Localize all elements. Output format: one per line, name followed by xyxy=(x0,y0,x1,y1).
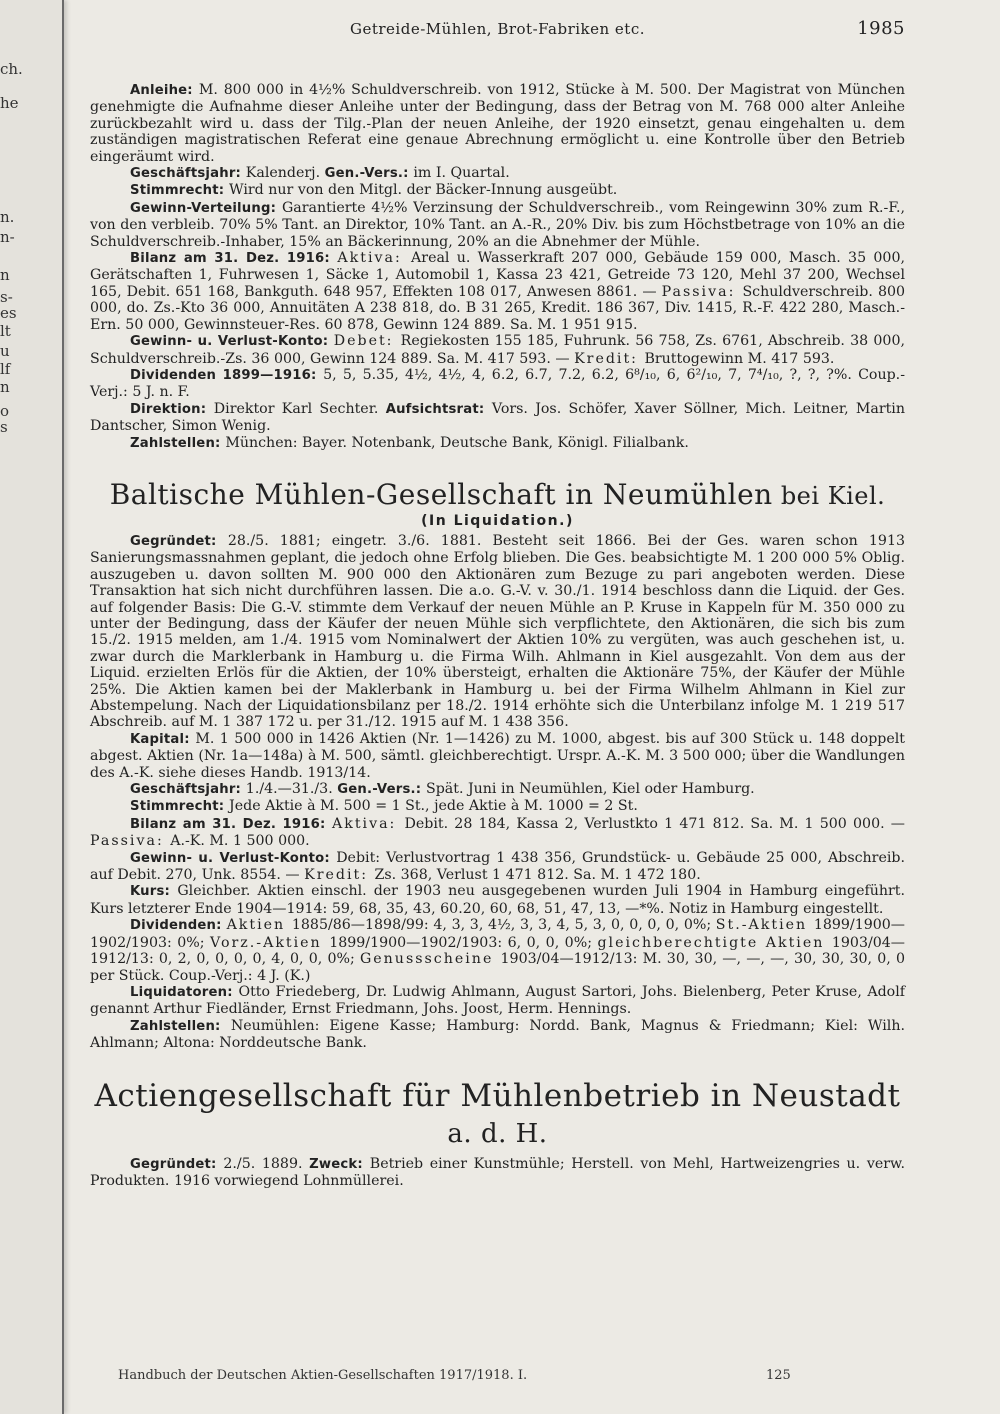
spaced-label: gleichberechtigte Aktien xyxy=(597,934,832,951)
spaced-label: Aktiva: xyxy=(331,815,405,832)
margin-fragment: n. xyxy=(0,208,15,226)
field-text: 1885/86—1898/99: 4, 3, 3, 4½, 3, 3, 4, 5, 3, 0, 0, 0, 0, 0%; xyxy=(291,917,716,934)
spaced-label: Passiva: xyxy=(90,833,171,850)
field-label: Dividenden 1899—1916: xyxy=(130,367,324,383)
entry-paragraph xyxy=(90,816,905,850)
margin-fragment: es xyxy=(0,304,17,322)
field-label: Kapital: xyxy=(130,731,196,747)
margin-fragment: n- xyxy=(0,228,15,246)
field-label: Geschäftsjahr: xyxy=(130,782,246,798)
page-number: 1985 xyxy=(857,18,905,39)
spaced-label: Aktiva: xyxy=(337,250,412,267)
spaced-label: Passiva: xyxy=(661,283,743,300)
company-status: (In Liquidation.) xyxy=(421,512,574,529)
field-text: Neumühlen: Eigene Kasse; Hamburg: Nordd. Bank, Magnus & Friedmann; Kiel: Wilh. Ahlmann; Altona: Norddeutsche Bank. xyxy=(90,1017,905,1052)
adjacent-page-margin xyxy=(0,0,64,1414)
field-text: 1903/04—1912/13: 0, 2, 0, 0, 0, 0, 4, 0, 0, 0%; xyxy=(90,934,905,968)
company-heading xyxy=(90,478,905,511)
field-label: Gen.-Vers.: xyxy=(337,782,426,798)
entry-paragraph xyxy=(90,1018,905,1052)
entry-paragraph xyxy=(90,82,905,165)
footer-text: Handbuch der Deutschen Aktien-Gesellschaften 1917/1918. I. xyxy=(118,1368,528,1383)
field-label: Liquidatoren: xyxy=(130,984,239,1000)
entry-paragraph xyxy=(90,250,905,333)
field-text: Gleichber. Aktien einschl. der 1903 neu ausgegebenen wurden Juli 1904 in Hamburg eingeführt. Kurs letzterer Ende 1904—1914: 59, 68, 35, 43, 60.20, 60, 68, 51, 47, 13, —*%. Notiz in Hamburg eingestellt. xyxy=(90,883,905,917)
field-text: Schuldverschreib. 800 000, do. Zs.-Kto 36 000, Annuitäten A 238 818, do. B 31 265, Kredit. 186 367, Div. 1415, R.-F. 422 280, Masch.-Ern. 50 000, Gewinnsteuer-Res. 60 878, Gewinn 124 889. Sa. M. 1 951 915. xyxy=(90,283,906,333)
field-text: Debit. 28 184, Kassa 2, Verlustkto 1 471 812. Sa. M. 1 500 000. — xyxy=(404,815,905,832)
margin-fragment: s xyxy=(0,418,8,436)
spaced-label: Kredit: xyxy=(574,350,645,367)
field-text: München: Bayer. Notenbank, Deutsche Bank, Königl. Filialbank. xyxy=(225,434,689,451)
field-label: Kurs: xyxy=(130,884,178,900)
spaced-label: Kredit: xyxy=(304,867,375,884)
entry-paragraph xyxy=(90,182,905,199)
field-label: Geschäftsjahr: xyxy=(130,166,246,182)
field-text: 1899/1900—1902/1903: 0%; xyxy=(90,917,905,951)
field-label: Dividenden: xyxy=(130,918,227,934)
margin-fragment: s- xyxy=(0,288,13,306)
field-text: Areal u. Wasserkraft 207 000, Gebäude 159 000, Masch. 35 000, Gerätschaften 1, Fuhrwesen 1, Säcke 1, Automobil 1, Kassa 23 421, Getreide 73 120, Mehl 37 200, Wechsel 165, Debit. 651 168, Bankguth. 648 957, Effekten 108 017, Anwesen 8861. — xyxy=(90,250,905,300)
spaced-label: Debet: xyxy=(333,333,401,350)
entry-paragraph xyxy=(90,401,905,435)
margin-fragment: he xyxy=(0,94,19,112)
field-label: Gewinn- u. Verlust-Konto: xyxy=(130,334,334,350)
field-text: 1903/04—1912/13: M. 30, 30, —, —, —, 30, 30, 30, 0, 0 per Stück. Coup.-Verj.: 4 J. (K.) xyxy=(90,951,905,984)
field-text: Otto Friedeberg, Dr. Ludwig Ahlmann, August Sartori, Johs. Bielenberg, Peter Kruse, Adolf genannt Arthur Fiedländer, Ernst Friedmann, Johs. Joost, Herm. Hennings. xyxy=(90,983,905,1018)
field-text: Spät. Juni in Neumühlen, Kiel oder Hamburg. xyxy=(425,781,755,798)
field-label: Gewinn-Verteilung: xyxy=(130,200,282,216)
field-label: Gegründet: xyxy=(130,533,228,549)
field-text: Zs. 368, Verlust 1 471 812. Sa. M. 1 472 180. xyxy=(374,867,701,884)
field-text: Debit: Verlustvortrag 1 438 356, Grundstück- u. Gebäude 25 000, Abschreib. auf Debit. 270, Unk. 8554. — xyxy=(90,849,905,884)
field-label: Aufsichtsrat: xyxy=(385,401,492,417)
entry-paragraph xyxy=(90,1156,905,1190)
entry-paragraph xyxy=(90,333,905,367)
entry-paragraph xyxy=(90,367,905,401)
entry-paragraph xyxy=(90,781,905,798)
margin-fragment: n xyxy=(0,378,10,396)
field-text: Regiekosten 155 185, Fuhrunk. 56 758, Zs. 6761, Abschreib. 38 000, Schuldverschreib.-Zs. 36 000, Gewinn 124 889. Sa. M. 417 593. — xyxy=(90,333,905,367)
field-label: Stimmrecht: xyxy=(130,799,230,815)
document-body xyxy=(90,82,905,1189)
field-label: Direktion: xyxy=(130,401,214,417)
field-text: 5, 5, 5.35, 4½, 4½, 4, 6.2, 6.7, 7.2, 6.2, 6⁸/₁₀, 6, 6²/₁₀, 7, 7⁴/₁₀, ?, ?, ?%. Coup.-Verj.: 5 J. n. F. xyxy=(90,366,905,401)
field-text: M. 800 000 in 4½% Schuldverschreib. von 1912, Stücke à M. 500. Der Magistrat von München genehmigte die Aufnahme dieser Anleihe unter der Bedingung, dass der Betrag von M. 768 000 alter Anleihe zurückbezahlt wird u. dass der Tilg.-Plan der neuen Anleihe, der 1920 einsetzt, genau eingehalten u. dem zuständigen magistratischen Referat eine genaue Abrechnung ermöglicht u. eine Kontrolle über den Betrieb eingeräumt wird. xyxy=(90,82,905,165)
field-label: Stimmrecht: xyxy=(130,183,230,199)
margin-fragment: o xyxy=(0,402,10,420)
margin-fragment: u xyxy=(0,342,10,360)
entry-paragraph xyxy=(90,798,905,815)
field-text: Wird nur von den Mitgl. der Bäcker-Innung ausgeübt. xyxy=(229,182,618,199)
field-text: 2./5. 1889. xyxy=(223,1155,310,1172)
field-text: 1./4.—31./3. xyxy=(245,781,338,798)
margin-fragment: lt xyxy=(0,322,11,340)
field-label: Anleihe: xyxy=(130,83,199,98)
company-location-suffix: a. d. H. xyxy=(447,1118,548,1149)
entry-paragraph xyxy=(90,200,905,250)
field-text: Direktor Karl Sechter. xyxy=(213,400,386,417)
spaced-label: St.-Aktien xyxy=(715,917,814,934)
field-text: Garantierte 4½% Verzinsung der Schuldverschreib., vom Reingewinn 30% zum R.-F., von den verbleib. 70% 5% Tant. an Direktor, 10% Tant. an A.-R., 20% Div. bis zum Höchstbetrage von 10% an die Schuldverschreib.-Inhaber, 15% an Bäckerinnung, 20% an die Abnehmer der Mühle. xyxy=(90,199,905,250)
field-text: A.-K. M. 1 500 000. xyxy=(170,833,310,850)
company-name: Actiengesellschaft für Mühlenbetrieb in Neustadt xyxy=(94,1077,901,1114)
running-header xyxy=(90,18,905,46)
field-text: M. 1 500 000 in 1426 Aktien (Nr. 1—1426) zu M. 1000, abgest. bis auf 300 Stück u. 148 doppelt abgest. Aktien (Nr. 1a—148a) à M. 500, sämtl. gleichberechtigt. Urspr. A.-K. M. 3 500 000; über die Wandlungen des A.-K. siehe dieses Handb. 1913/14. xyxy=(90,730,905,781)
company-name: Baltische Mühlen-Gesellschaft in Neumühlen xyxy=(109,477,773,511)
entry-paragraph xyxy=(90,731,905,781)
entry-paragraph xyxy=(90,533,905,731)
field-label: Bilanz am 31. Dez. 1916: xyxy=(130,251,338,267)
field-label: Zahlstellen: xyxy=(130,1018,231,1034)
margin-fragment: lf xyxy=(0,360,11,378)
field-text: 28./5. 1881; eingetr. 3./6. 1881. Besteht seit 1866. Bei der Ges. waren schon 1913 Sanierungsmassnahmen geplant, die jedoch ohne Erfolg blieben. Die Ges. beabsichtigte M. 1 200 000 5% Oblig. auszugeben u. davon sollten M. 900 000 den Aktionären zum Bezuge zu pari angeboten werden. Diese Transaktion hat sich nicht durchführen lassen. Die a.o. G.-V. v. 30./1. 1914 beschloss dann die Liquid. der Ges. auf folgender Basis: Die G.-V. stimmte dem Verkauf der neuen Mühle an P. Kruse in Kappeln für M. 350 000 zu unter der Bedingung, dass der Käufer der neuen Mühle sich verpflichtete, den Aktionären, die sich bis zum 15./2. 1915 melden, am 1./4. 1915 vom Nominalwert der Aktien 10% zu vergüten, was auch geschehen ist, u. zwar durch die Marklerbank in Hamburg u. die Firma Wilh. Ahlmann in Kiel ausgezahlt. Von dem aus der Liquid. erzielten Erlös für die Aktien, der 10% übersteigt, erhalten die Aktionäre 75%, der Käufer der Mühle 25%. Die Aktien kamen bei der Maklerbank in Hamburg u. bei der Firma Wilhelm Ahlmann in Kiel zur Abstempelung. Nach der Liquidationsbilanz per 18./2. 1914 erhöhte sich die Unterbilanz infolge M. 1 219 517 Abschreib. auf M. 1 387 172 u. per 31./12. 1915 auf M. 1 438 356. xyxy=(90,532,905,731)
document-page xyxy=(90,18,905,1189)
field-text: im I. Quartal. xyxy=(413,165,510,182)
field-label: Zahlstellen: xyxy=(130,435,226,451)
field-text: Jede Aktie à M. 500 = 1 St., jede Aktie à M. 1000 = 2 St. xyxy=(229,798,638,815)
margin-fragment: n xyxy=(0,266,10,284)
company-location-suffix: bei Kiel. xyxy=(772,481,886,510)
spaced-label: Aktien xyxy=(226,917,292,934)
spaced-label: Genussscheine xyxy=(359,951,501,968)
field-label: Zweck: xyxy=(309,1156,370,1172)
spaced-label: Vorz.-Aktien xyxy=(210,934,330,951)
field-label: Gegründet: xyxy=(130,1156,224,1172)
entry-paragraph xyxy=(90,165,905,182)
field-text: Bruttogewinn M. 417 593. xyxy=(644,350,835,367)
field-label: Gen.-Vers.: xyxy=(324,166,414,182)
entry-paragraph xyxy=(90,984,905,1018)
margin-fragment: ch. xyxy=(0,60,23,78)
entry-paragraph xyxy=(90,850,905,884)
footer-page-number: 125 xyxy=(766,1368,791,1383)
field-text: Vors. Jos. Schöfer, Xaver Söllner, Mich. Leitner, Martin Dantscher, Simon Wenig. xyxy=(90,400,905,435)
entry-paragraph xyxy=(90,435,905,452)
company-heading xyxy=(90,1078,905,1150)
header-title: Getreide-Mühlen, Brot-Fabriken etc. xyxy=(349,20,646,38)
field-label: Gewinn- u. Verlust-Konto: xyxy=(130,850,337,866)
field-text: 1899/1900—1902/1903: 6, 0, 0, 0%; xyxy=(329,934,598,951)
field-text: Kalenderj. xyxy=(245,165,325,182)
entry-paragraph xyxy=(90,917,905,984)
entry-paragraph xyxy=(90,883,905,917)
field-text: Betrieb einer Kunstmühle; Herstell. von Mehl, Hartweizengries u. verw. Produkten. 1916 vorwiegend Lohnmüllerei. xyxy=(90,1155,905,1189)
field-label: Bilanz am 31. Dez. 1916: xyxy=(130,816,332,832)
